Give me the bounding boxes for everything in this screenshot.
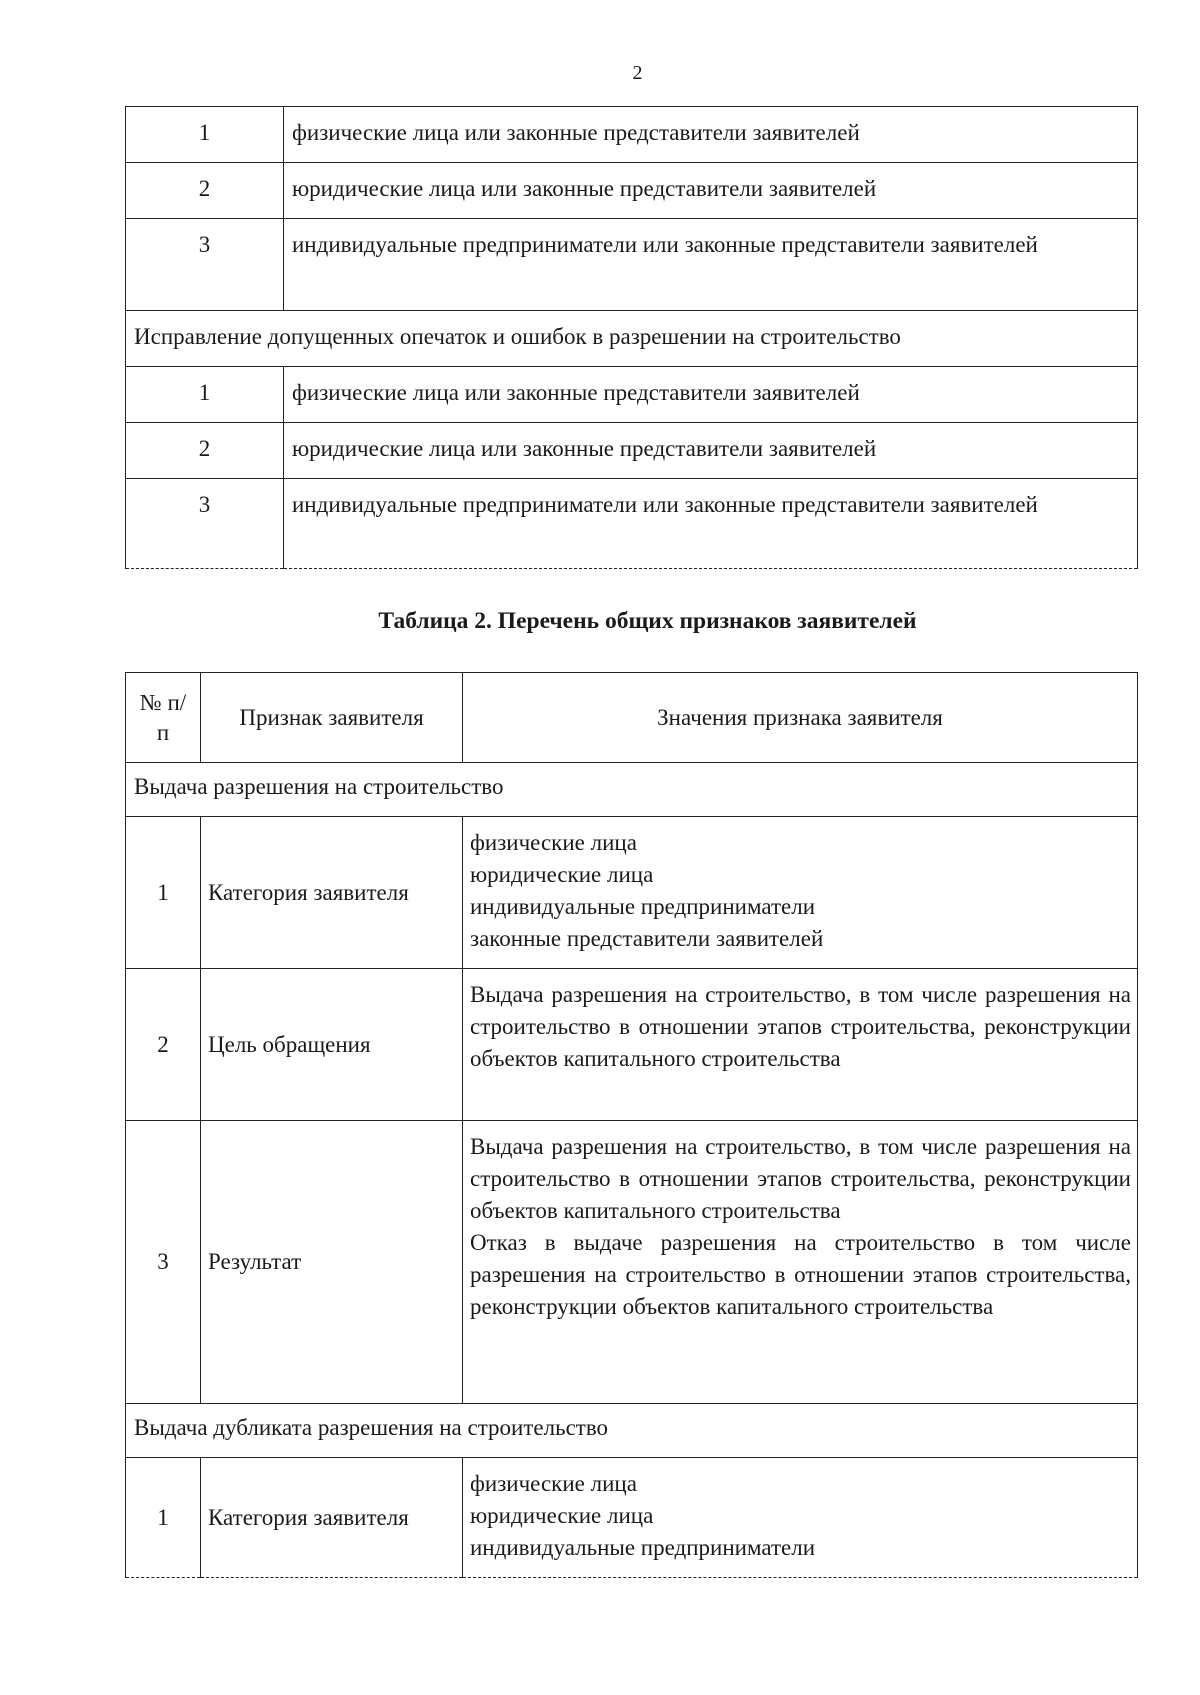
section-row xyxy=(126,311,1138,367)
table-row xyxy=(126,969,1138,1121)
header-number: № п/п xyxy=(126,673,201,763)
table-row xyxy=(126,817,1138,969)
row-number: 1 xyxy=(126,817,201,969)
row-values xyxy=(463,1458,1138,1578)
row-text: индивидуальные предприниматели или законные представители заявителей xyxy=(284,479,1138,569)
common-applicant-attributes-table xyxy=(125,672,1138,1578)
row-attribute: Категория заявителя xyxy=(201,817,463,969)
value-line: Выдача разрешения на строительство, в том числе разрешения на строительство в отношении этапов строительства, реконструкции объектов капитального строительства xyxy=(470,1134,1131,1223)
row-values xyxy=(463,1121,1138,1404)
value-line: индивидуальные предприниматели xyxy=(470,894,815,919)
row-values xyxy=(463,969,1138,1121)
table-row xyxy=(126,1121,1138,1404)
row-number: 3 xyxy=(126,479,284,569)
row-number: 1 xyxy=(126,1458,201,1578)
section-title: Выдача дубликата разрешения на строительство xyxy=(126,1404,1138,1458)
table-row xyxy=(126,219,1138,311)
row-text: юридические лица или законные представители заявителей xyxy=(284,423,1138,479)
value-line: юридические лица xyxy=(470,1503,654,1528)
section-title: Выдача разрешения на строительство xyxy=(126,763,1138,817)
header-values: Значения признака заявителя xyxy=(463,673,1138,763)
value-line: индивидуальные предприниматели xyxy=(470,1535,815,1560)
row-number: 2 xyxy=(126,423,284,479)
value-line: физические лица xyxy=(470,830,637,855)
applicant-variants-table-continued xyxy=(125,106,1138,569)
section-title: Исправление допущенных опечаток и ошибок в разрешении на строительство xyxy=(126,311,1138,367)
table-row xyxy=(126,423,1138,479)
row-number: 2 xyxy=(126,969,201,1121)
row-text: индивидуальные предприниматели или законные представители заявителей xyxy=(284,219,1138,311)
value-line: Отказ в выдаче разрешения на строительство в том числе разрешения на строительство в отношении этапов строительства, реконструкции объектов капитального строительства xyxy=(470,1230,1131,1319)
value-line: физические лица xyxy=(470,1471,637,1496)
section-row xyxy=(126,1404,1138,1458)
page-number: 2 xyxy=(632,62,643,84)
row-number: 1 xyxy=(126,367,284,423)
row-number: 3 xyxy=(126,219,284,311)
row-text: физические лица или законные представители заявителей xyxy=(284,367,1138,423)
row-text: физические лица или законные представители заявителей xyxy=(284,107,1138,163)
value-line: законные представители заявителей xyxy=(470,926,824,951)
section-row xyxy=(126,763,1138,817)
header-attribute: Признак заявителя xyxy=(201,673,463,763)
table-header-row xyxy=(126,673,1138,763)
row-attribute: Цель обращения xyxy=(201,969,463,1121)
value-line: Выдача разрешения на строительство, в том числе разрешения на строительство в отношении этапов строительства, реконструкции объектов капитального строительства xyxy=(470,982,1131,1071)
table-row xyxy=(126,479,1138,569)
row-attribute: Категория заявителя xyxy=(201,1458,463,1578)
value-line: юридические лица xyxy=(470,862,654,887)
row-number: 2 xyxy=(126,163,284,219)
table-row xyxy=(126,107,1138,163)
table-row xyxy=(126,163,1138,219)
table-title: Таблица 2. Перечень общих признаков заявителей xyxy=(378,608,917,634)
row-number: 3 xyxy=(126,1121,201,1404)
row-attribute: Результат xyxy=(201,1121,463,1404)
table-row xyxy=(126,1458,1138,1578)
row-values xyxy=(463,817,1138,969)
table-row xyxy=(126,367,1138,423)
row-text: юридические лица или законные представители заявителей xyxy=(284,163,1138,219)
row-number: 1 xyxy=(126,107,284,163)
